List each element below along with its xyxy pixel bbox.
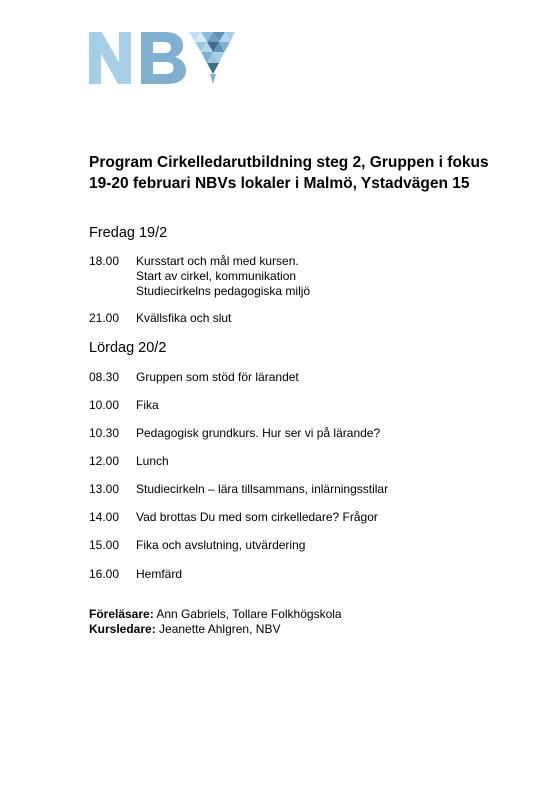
schedule-line: Start av cirkel, kommunikation [136, 269, 297, 283]
day-heading-saturday: Lördag 20/2 [89, 340, 167, 356]
schedule-text: Studiecirkeln – lära tillsammans, inlärningsstilar [136, 482, 389, 496]
schedule-time: 14.00 [89, 510, 120, 524]
document-footer [89, 607, 342, 637]
schedule-time: 18.00 [89, 254, 120, 268]
schedule-text: Gruppen som stöd för lärandet [136, 370, 299, 384]
leader-value: Jeanette Ahlgren, NBV [155, 622, 281, 636]
schedule-text: Vad brottas Du med som cirkelledare? Frågor [136, 510, 378, 524]
schedule-text: Fika och avslutning, utvärdering [136, 538, 306, 552]
day-heading-friday: Fredag 19/2 [89, 225, 168, 241]
leader-line [89, 622, 342, 637]
title-line-2: 19-20 februari NBVs lokaler i Malmö, Ystadvägen 15 [89, 175, 470, 192]
leader-label: Kursledare: [89, 622, 156, 636]
schedule-time: 08.30 [89, 370, 120, 384]
schedule-time: 10.30 [89, 426, 120, 440]
schedule-text: Lunch [136, 454, 169, 468]
lecturer-label: Föreläsare: [89, 607, 154, 621]
lecturer-line [89, 607, 342, 622]
schedule-time: 12.00 [89, 454, 120, 468]
nbv-logo [89, 32, 235, 84]
schedule-time: 10.00 [89, 398, 120, 412]
schedule-line: Studiecirkelns pedagogiska miljö [136, 284, 311, 298]
document-title [89, 152, 529, 194]
schedule-time: 15.00 [89, 538, 120, 552]
schedule-time: 13.00 [89, 482, 120, 496]
schedule-time: 16.00 [89, 567, 120, 581]
schedule-text: Hemfärd [136, 567, 183, 581]
schedule-line: Kursstart och mål med kursen. [136, 254, 299, 268]
schedule-text [136, 311, 231, 326]
lecturer-value: Ann Gabriels, Tollare Folkhögskola [153, 607, 342, 621]
schedule-text: Pedagogisk grundkurs. Hur ser vi på lärande? [136, 426, 381, 440]
schedule-line: Kvällsfika och slut [136, 311, 232, 325]
schedule-time: 21.00 [89, 311, 120, 325]
schedule-text: Fika [136, 398, 159, 412]
title-line-1: Program Cirkelledarutbildning steg 2, Gruppen i fokus [89, 154, 489, 171]
schedule-text [136, 254, 310, 299]
